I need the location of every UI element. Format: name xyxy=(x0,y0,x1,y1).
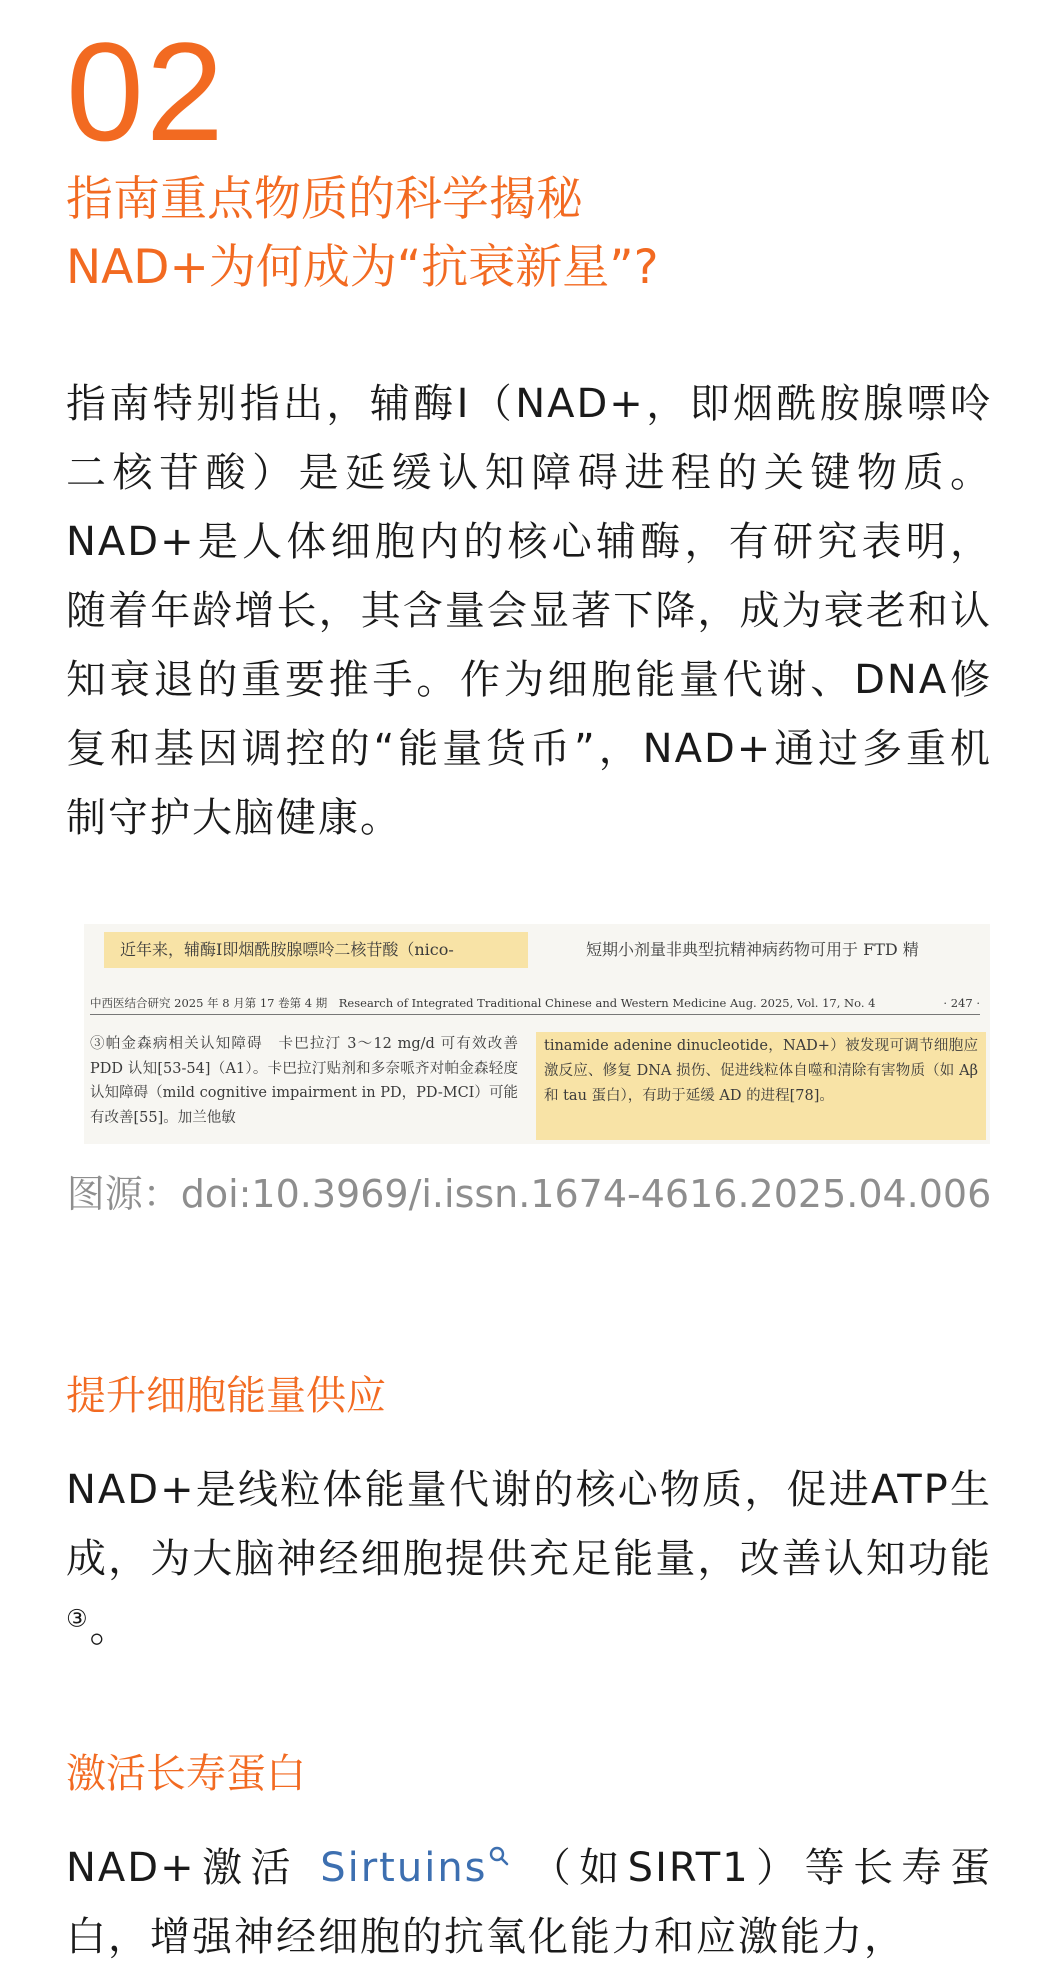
search-icon[interactable] xyxy=(488,1848,510,1873)
journal-header-text: 中西医结合研究 2025 年 8 月第 17 卷第 4 期 Research of Integrated Traditional Chinese and Western Medicine Aug. 2025, Vol. 17, No. 4 xyxy=(90,996,876,1010)
subsection-heading-energy: 提升细胞能量供应 xyxy=(66,1373,386,1419)
figure-top-highlight: 近年来，辅酶Ⅰ即烟酰胺腺嘌呤二核苷酸（nico- xyxy=(104,932,528,968)
section-title xyxy=(66,166,1006,302)
intro-paragraph: 指南特别指出，辅酶Ⅰ（NAD+，即烟酰胺腺嘌呤二核苷酸）是延缓认知障碍进程的关键物质。NAD+是人体细胞内的核心辅酶，有研究表明，随着年龄增长，其含量会显著下降，成为衰老和认知衰退的重要推手。作为细胞能量代谢、DNA修复和基因调控的“能量货币”，NAD+通过多重机制守护大脑健康。 xyxy=(66,381,992,841)
page-number: · 247 · xyxy=(943,996,980,1010)
longevity-text-before: NAD+激活 xyxy=(66,1845,300,1891)
subsection-paragraph-longevity xyxy=(66,1834,992,1972)
figure-top-right-text: 短期小剂量非典型抗精神病药物可用于 FTD 精 xyxy=(586,940,919,959)
energy-text: NAD+是线粒体能量代谢的核心物质，促进ATP生成，为大脑神经细胞提供充足能量，改善认知功能 xyxy=(66,1467,992,1582)
section-title-line-1: 指南重点物质的科学揭秘 xyxy=(66,172,583,227)
reference-mark: ③ xyxy=(66,1604,90,1633)
journal-header xyxy=(90,994,980,1015)
section-number: 02 xyxy=(66,13,226,170)
image-caption: 图源：doi:10.3969/i.issn.1674-4616.2025.04.006 xyxy=(66,1172,992,1216)
sirtuins-search-link[interactable]: Sirtuins xyxy=(320,1845,488,1891)
journal-excerpt-image[interactable] xyxy=(84,924,990,1144)
section-title-line-2: NAD+为何成为“抗衰新星”? xyxy=(66,240,659,295)
longevity-text-after: （如SIRT1）等长寿蛋白，增强神经细胞的抗氧化能力和应激能力， xyxy=(66,1845,993,1960)
subsection-heading-longevity: 激活长寿蛋白 xyxy=(66,1751,306,1797)
figure-left-column: ③帕金森病相关认知障碍 卡巴拉汀 3～12 mg/d 可有效改善 PDD 认知[53-54]（A1）。卡巴拉汀贴剂和多奈哌齐对帕金森轻度认知障碍（mild cognitive impairment in PD，PD-MCI）可能有改善[55]。加兰他敏 xyxy=(90,1036,518,1126)
energy-text-end: 。 xyxy=(89,1605,132,1651)
subsection-paragraph-energy xyxy=(66,1456,992,1663)
figure-right-highlight: tinamide adenine dinucleotide，NAD+）被发现可调节细胞应激反应、修复 DNA 损伤、促进线粒体自噬和清除有害物质（如 Aβ 和 tau 蛋白），有助于延缓 AD 的进程[78]。 xyxy=(536,1032,986,1140)
